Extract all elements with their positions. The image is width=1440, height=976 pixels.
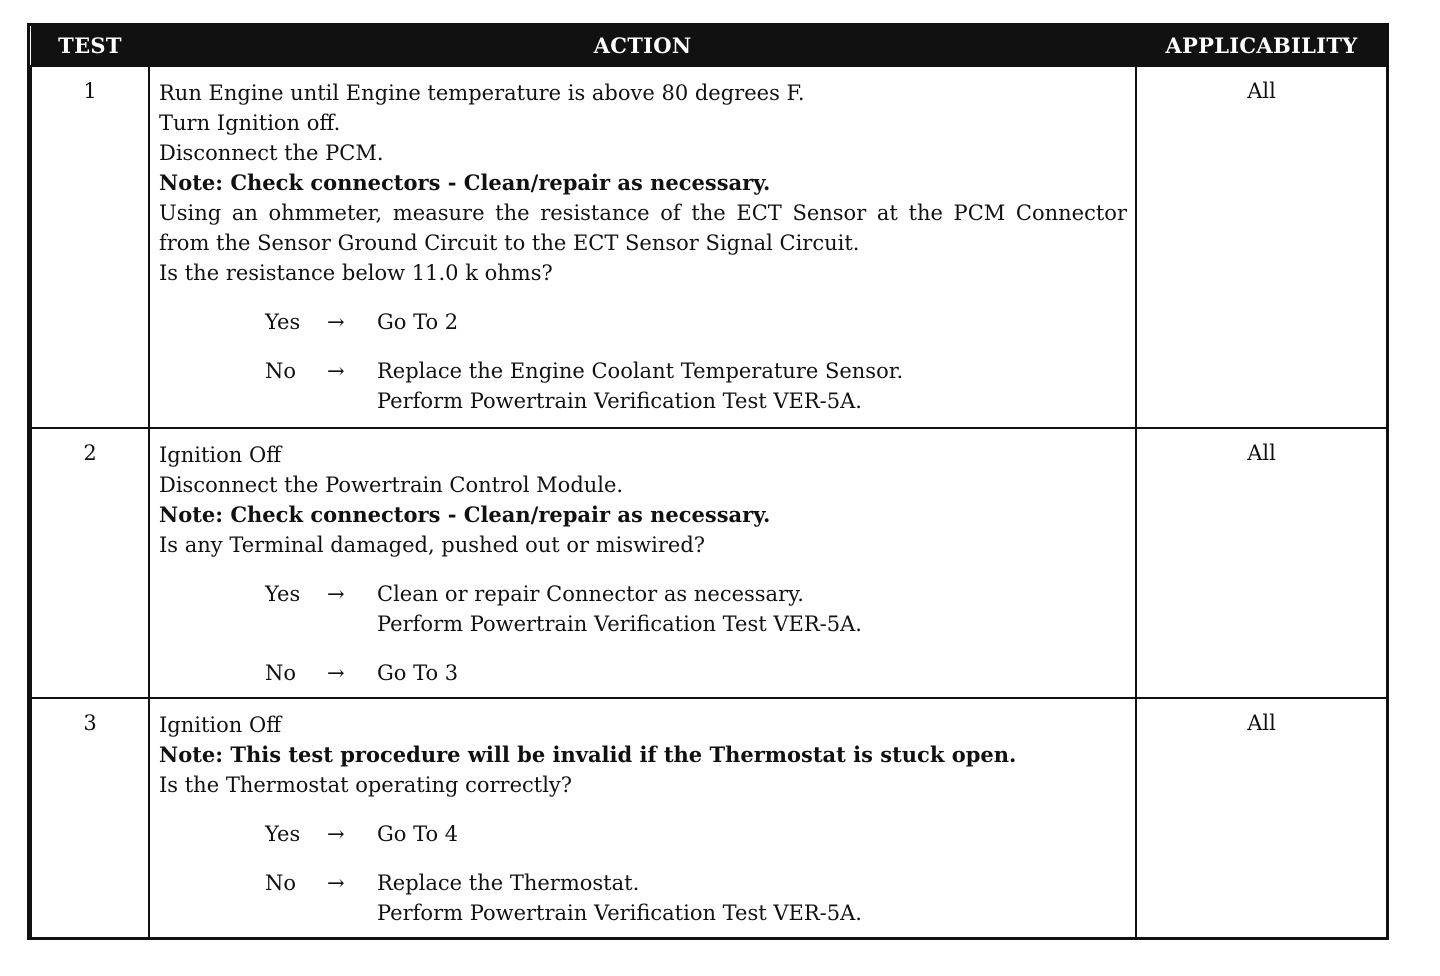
- action-cell: [149, 66, 1136, 428]
- action-question: Is the resistance below 11.0 k ohms?: [159, 261, 553, 285]
- action-line: Turn Ignition off.: [159, 111, 341, 135]
- yes-label: Yes: [265, 822, 301, 846]
- arrow-icon: →: [327, 822, 345, 846]
- table-row: [31, 428, 1387, 698]
- action-note: Note: Check connectors - Clean/repair as necessary.: [159, 502, 771, 527]
- yes-choice: [159, 819, 1127, 849]
- yes-result: [377, 307, 458, 337]
- action-note: Note: Check connectors - Clean/repair as necessary.: [159, 170, 771, 195]
- yes-choice: [159, 579, 1127, 639]
- action-line: Disconnect the Powertrain Control Module.: [159, 473, 624, 497]
- no-result: [377, 868, 862, 928]
- result-line: Perform Powertrain Verification Test VER-5A.: [377, 901, 862, 925]
- yes-result: [377, 579, 862, 639]
- action-note: Note: This test procedure will be invalid if the Thermostat is stuck open.: [159, 742, 1017, 767]
- answer-choices: [159, 307, 1127, 416]
- no-result: [377, 356, 903, 416]
- test-number: 2: [31, 428, 149, 698]
- action-question: Is the Thermostat operating correctly?: [159, 773, 573, 797]
- no-result: [377, 658, 458, 688]
- no-label: No: [265, 871, 297, 895]
- no-choice: [159, 868, 1127, 928]
- result-line: Perform Powertrain Verification Test VER-5A.: [377, 389, 862, 413]
- action-line: Disconnect the PCM.: [159, 141, 384, 165]
- action-paragraph: Using an ohmmeter, measure the resistance of the ECT Sensor at the PCM Connector from the Sensor Ground Circuit to the ECT Sensor Signal Circuit.: [159, 201, 1127, 255]
- action-line: Ignition Off: [159, 713, 282, 737]
- header-row: [31, 26, 1387, 66]
- yes-label: Yes: [265, 582, 301, 606]
- no-label: No: [265, 359, 297, 383]
- yes-choice: [159, 307, 1127, 337]
- result-line: Replace the Engine Coolant Temperature Sensor.: [377, 359, 904, 383]
- header-test: TEST: [31, 26, 149, 66]
- test-number: 3: [31, 698, 149, 939]
- answer-choices: [159, 579, 1127, 688]
- table-row: [31, 698, 1387, 939]
- result-line: Clean or repair Connector as necessary.: [377, 582, 804, 606]
- action-cell: [149, 428, 1136, 698]
- arrow-icon: →: [327, 359, 345, 383]
- arrow-icon: →: [327, 661, 345, 685]
- result-line: Go To 3: [377, 661, 459, 685]
- action-line: Ignition Off: [159, 443, 282, 467]
- action-cell: [149, 698, 1136, 939]
- yes-result: [377, 819, 458, 849]
- table-row: [31, 66, 1387, 428]
- diagnostic-test-table: [27, 23, 1389, 940]
- arrow-icon: →: [327, 310, 345, 334]
- answer-choices: [159, 819, 1127, 928]
- result-line: Go To 2: [377, 310, 459, 334]
- yes-label: Yes: [265, 310, 301, 334]
- result-line: Replace the Thermostat.: [377, 871, 640, 895]
- applicability-cell: All: [1136, 428, 1387, 698]
- test-number: 1: [31, 66, 149, 428]
- no-choice: [159, 658, 1127, 688]
- result-line: Perform Powertrain Verification Test VER-5A.: [377, 612, 862, 636]
- no-label: No: [265, 661, 297, 685]
- applicability-cell: All: [1136, 66, 1387, 428]
- action-question: Is any Terminal damaged, pushed out or miswired?: [159, 533, 706, 557]
- header-applicability: APPLICABILITY: [1136, 26, 1387, 66]
- arrow-icon: →: [327, 582, 345, 606]
- arrow-icon: →: [327, 871, 345, 895]
- test-table: [30, 26, 1388, 940]
- result-line: Go To 4: [377, 822, 459, 846]
- applicability-cell: All: [1136, 698, 1387, 939]
- header-action: ACTION: [149, 26, 1136, 66]
- action-line: Run Engine until Engine temperature is above 80 degrees F.: [159, 81, 805, 105]
- no-choice: [159, 356, 1127, 416]
